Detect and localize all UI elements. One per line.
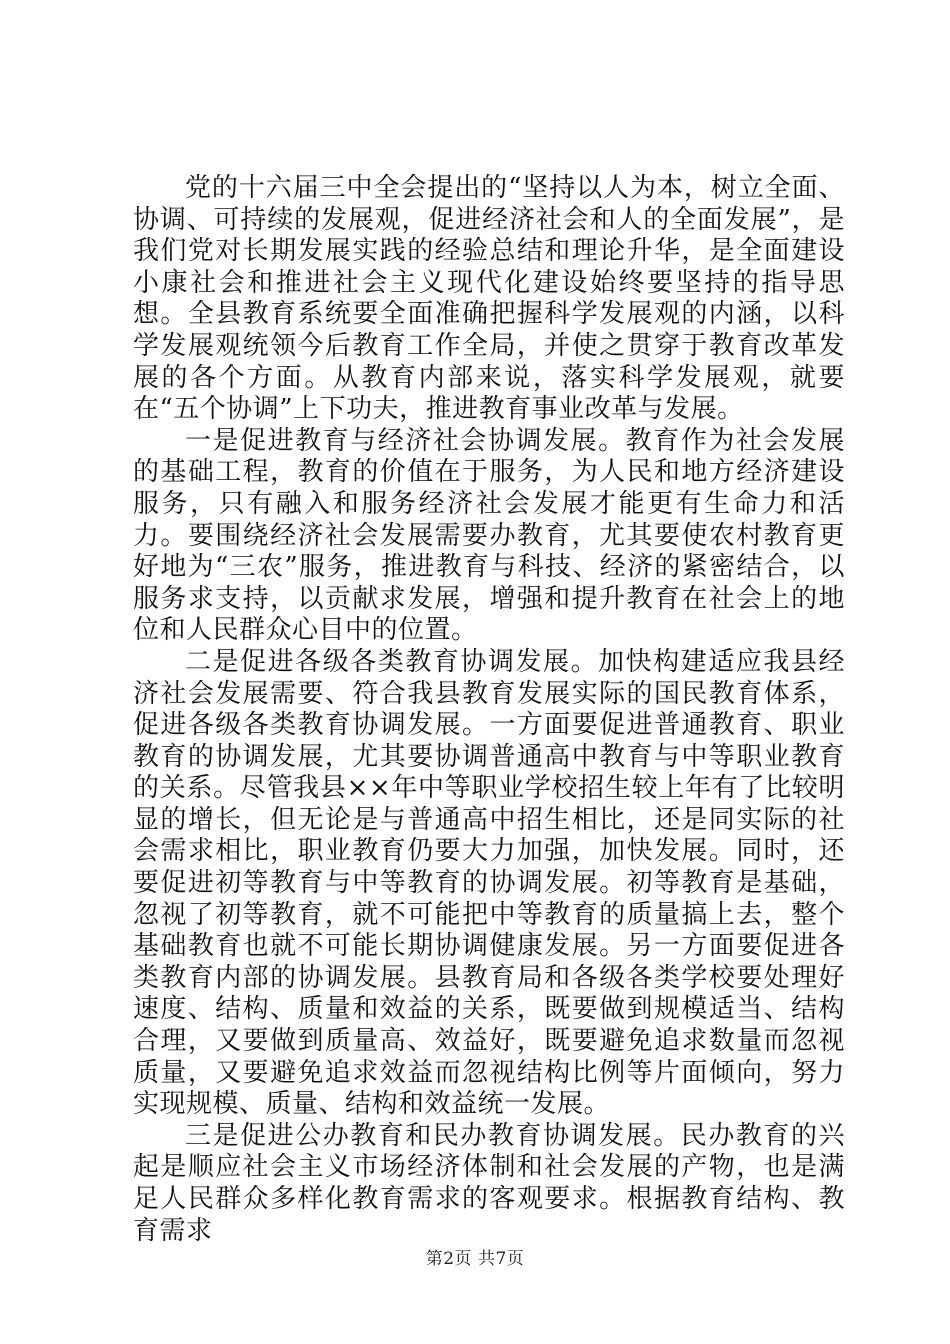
paragraph: 党的十六届三中全会提出的“坚持以人为本，树立全面、协调、可持续的发展观，促进经济社会和人的全面发展”，是我们党对长期发展实践的经验总结和理论升华，是全面建设小康社会和推进社会主义现代化建设始终要坚持的指导思想。全县教育系统要全面准确把握科学发展观的内涵，以科学发展观统领今后教育工作全局，并使之贯穿于教育改革发展的各个方面。从教育内部来说，落实科学发展观，就要在“五个协调”上下功夫，推进教育事业改革与发展。 xyxy=(133,173,845,425)
paragraph: 三是促进公办教育和民办教育协调发展。民办教育的兴起是顺应社会主义市场经济体制和社会发展的产物，也是满足人民群众多样化教育需求的客观要求。根据教育结构、教育需求 xyxy=(133,1120,845,1246)
page-number-footer: 第2页 共7页 xyxy=(425,1249,525,1269)
paragraph: 一是促进教育与经济社会协调发展。教育作为社会发展的基础工程，教育的价值在于服务，为人民和地方经济建设服务，只有融入和服务经济社会发展才能更有生命力和活力。要围绕经济社会发展需要办教育，尤其要使农村教育更好地为“三农”服务，推进教育与科技、经济的紧密结合，以服务求支持，以贡献求发展，增强和提升教育在社会上的地位和人民群众心目中的位置。 xyxy=(133,425,845,646)
document-body xyxy=(133,173,845,1247)
paragraph: 二是促进各级各类教育协调发展。加快构建适应我县经济社会发展需要、符合我县教育发展实际的国民教育体系，促进各级各类教育协调发展。一方面要促进普通教育、职业教育的协调发展，尤其要协调普通高中教育与中等职业教育的关系。尽管我县××年中等职业学校招生较上年有了比较明显的增长，但无论是与普通高中招生相比，还是同实际的社会需求相比，职业教育仍要大力加强，加快发展。同时，还要促进初等教育与中等教育的协调发展。初等教育是基础，忽视了初等教育，就不可能把中等教育的质量搞上去，整个基础教育也就不可能长期协调健康发展。另一方面要促进各类教育内部的协调发展。县教育局和各级各类学校要处理好速度、结构、质量和效益的关系，既要做到规模适当、结构合理，又要做到质量高、效益好，既要避免追求数量而忽视质量，又要避免追求效益而忽视结构比例等片面倾向，努力实现规模、质量、结构和效益统一发展。 xyxy=(133,646,845,1120)
